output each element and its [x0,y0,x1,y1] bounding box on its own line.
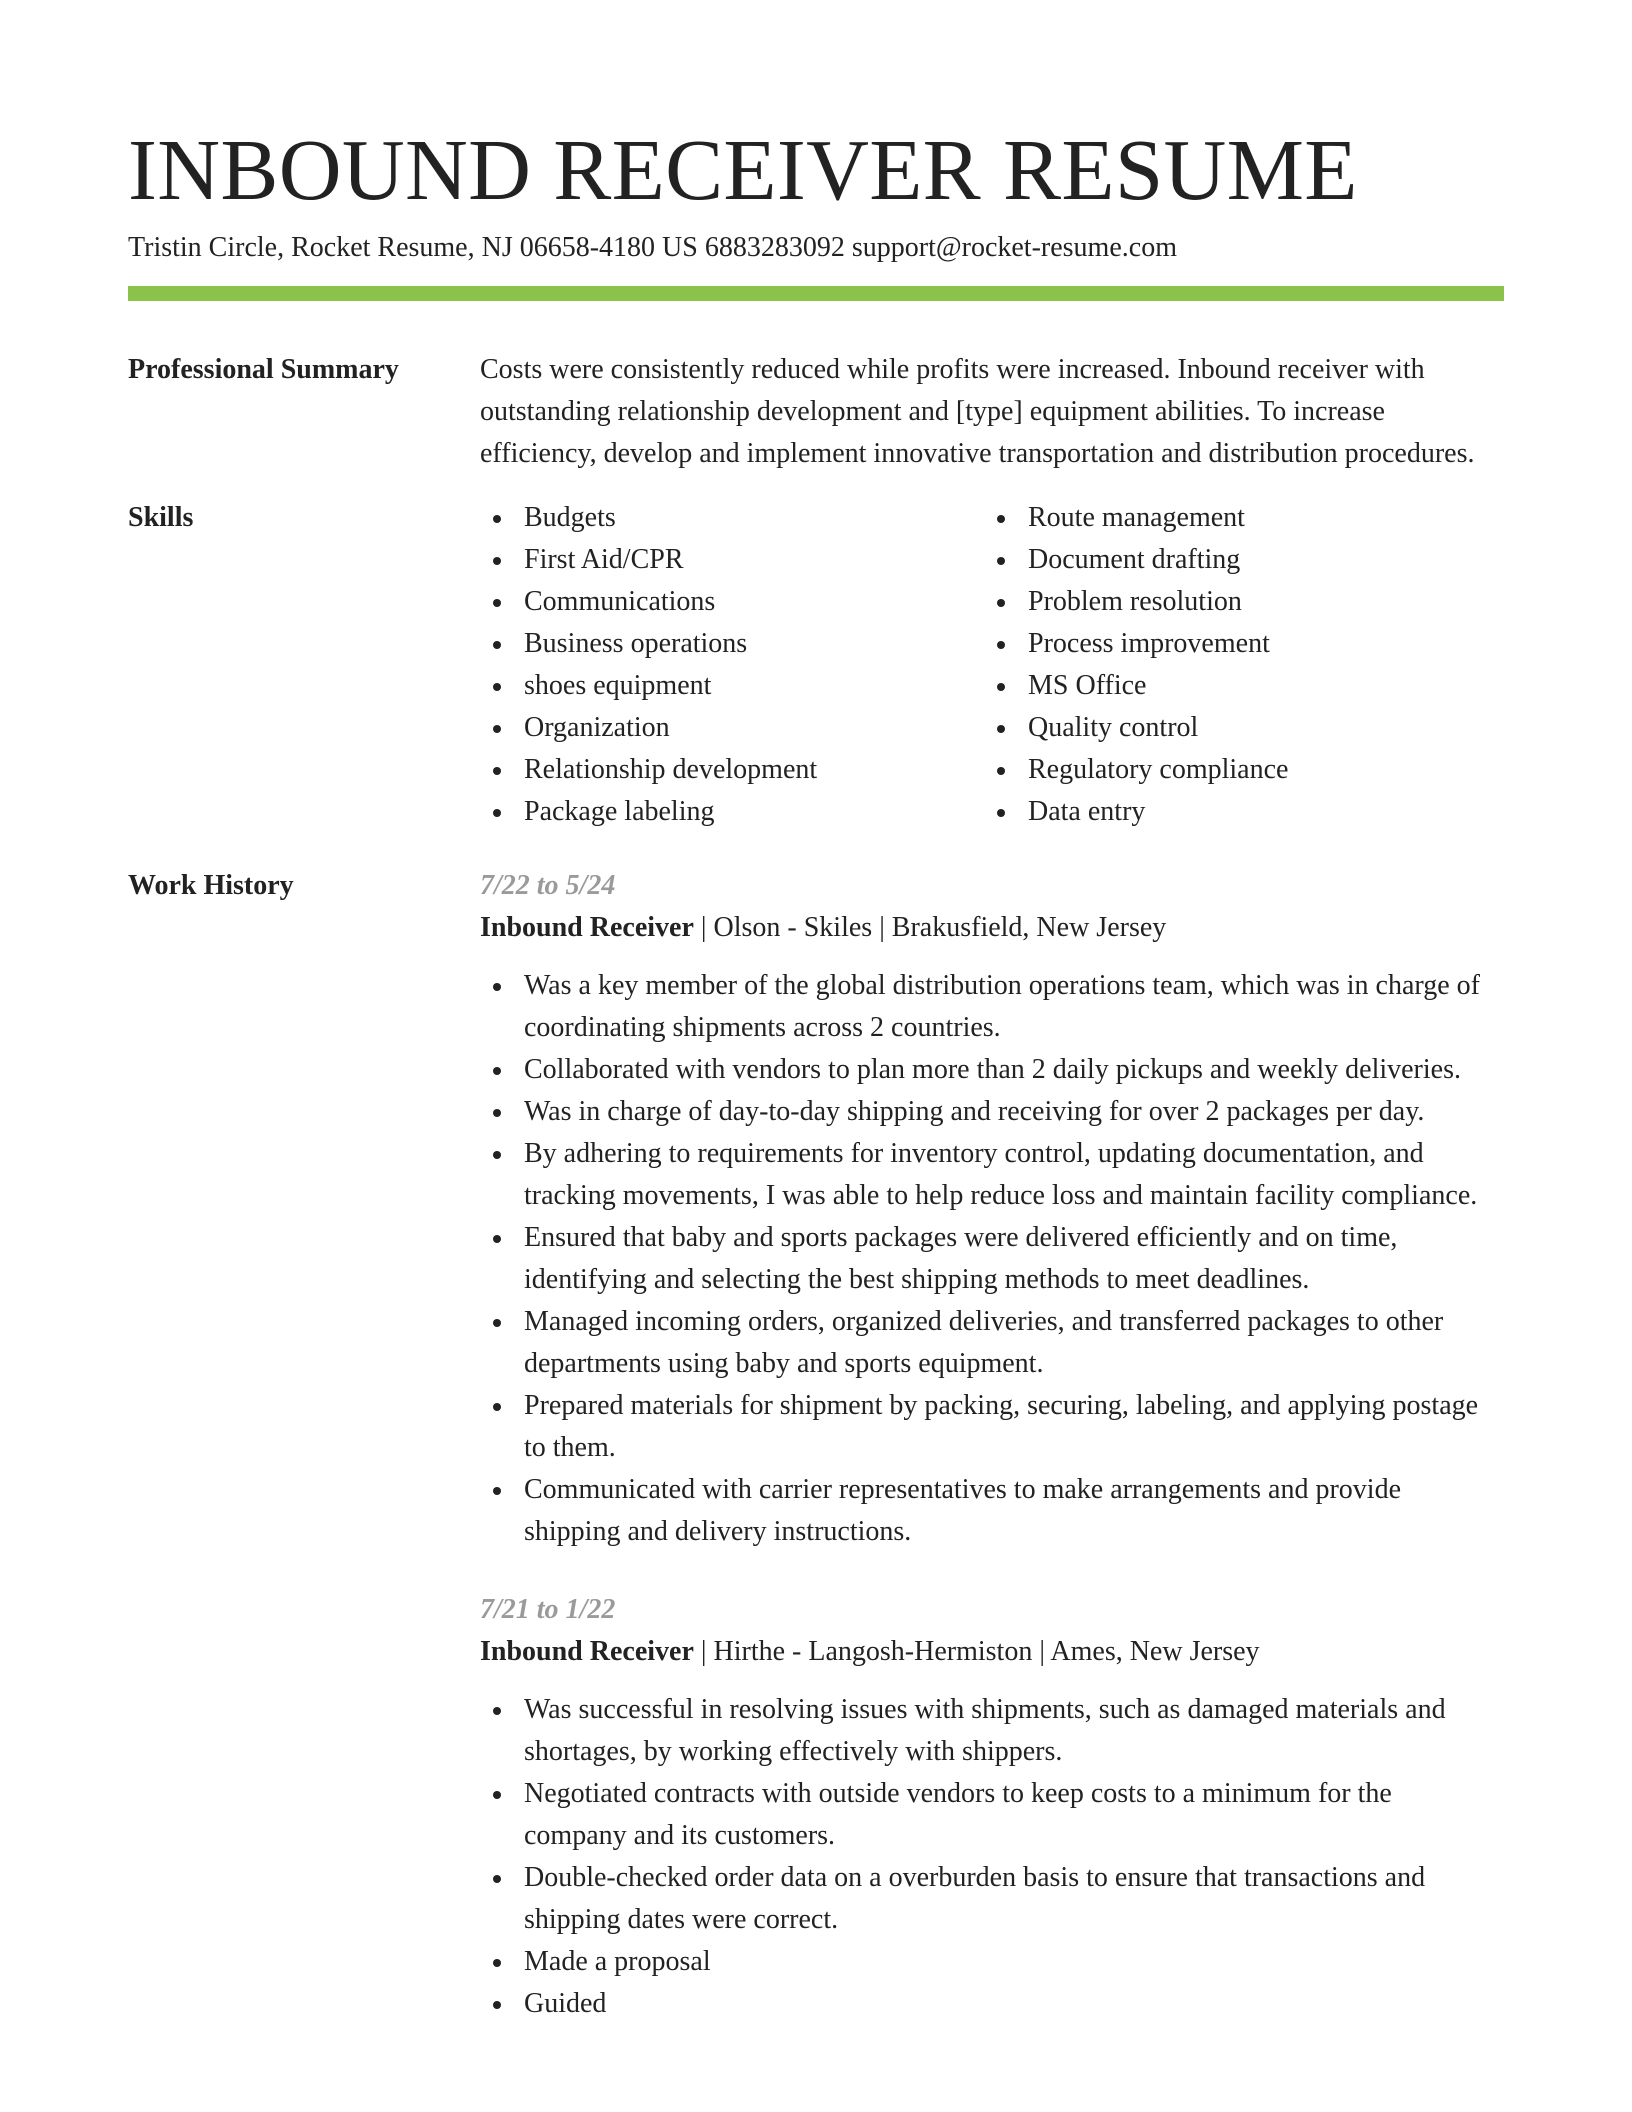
skill-item: Data entry [1028,791,1488,833]
work-history-label: Work History [128,870,294,901]
job-bullet: Guided [524,1983,1504,2025]
skill-item: Budgets [524,497,984,539]
accent-divider [128,286,1504,301]
resume-page [128,120,1504,2061]
job-title: Inbound Receiver [480,912,694,943]
skills-list-right [984,497,1488,833]
skill-item: Document drafting [1028,539,1488,581]
job-entry [480,865,1504,1553]
skills-list-left [480,497,984,833]
skill-item: Organization [524,707,984,749]
skill-item: Process improvement [1028,623,1488,665]
job-date: 7/21 to 1/22 [480,1594,616,1625]
skill-item: shoes equipment [524,665,984,707]
job-bullet: Prepared materials for shipment by packing, securing, labeling, and applying postage to them. [524,1385,1504,1469]
skill-item: Problem resolution [1028,581,1488,623]
job-bullet: Made a proposal [524,1941,1504,1983]
skill-item: MS Office [1028,665,1488,707]
job-bullets [480,1689,1504,2025]
job-bullet: By adhering to requirements for inventory control, updating documentation, and tracking movements, I was able to help reduce loss and maintain facility compliance. [524,1133,1504,1217]
job-details: | Olson - Skiles | Brakusfield, New Jersey [693,912,1167,943]
summary-label: Professional Summary [128,354,399,385]
job-heading [480,1631,1504,1673]
job-bullet: Was successful in resolving issues with shipments, such as damaged materials and shortages, by working effectively with shippers. [524,1689,1504,1773]
skill-item: Communications [524,581,984,623]
job-bullets [480,965,1504,1553]
job-bullet: Ensured that baby and sports packages were delivered efficiently and on time, identifying and selecting the best shipping methods to meet deadlines. [524,1217,1504,1301]
job-title: Inbound Receiver [480,1636,694,1667]
skill-item: Quality control [1028,707,1488,749]
skill-item: Relationship development [524,749,984,791]
skill-item: Regulatory compliance [1028,749,1488,791]
job-bullet: Negotiated contracts with outside vendors to keep costs to a minimum for the company and its customers. [524,1773,1504,1857]
job-details: | Hirthe - Langosh-Hermiston | Ames, New Jersey [693,1636,1260,1667]
summary-text: Costs were consistently reduced while profits were increased. Inbound receiver with outstanding relationship development and [type] equipment abilities. To increase efficiency, develop and implement innovative transportation and distribution procedures. [480,354,1475,469]
skills-label: Skills [128,502,194,533]
job-bullet: Managed incoming orders, organized deliveries, and transferred packages to other departments using baby and sports equipment. [524,1301,1504,1385]
skill-item: Business operations [524,623,984,665]
job-heading [480,907,1504,949]
skill-item: Route management [1028,497,1488,539]
resume-title: INBOUND RECEIVER RESUME [128,121,1358,218]
skills-section [128,497,1504,833]
work-history-section [128,865,1504,2061]
job-bullet: Collaborated with vendors to plan more than 2 daily pickups and weekly deliveries. [524,1049,1504,1091]
job-entry [480,1589,1504,2025]
job-bullet: Was in charge of day-to-day shipping and receiving for over 2 packages per day. [524,1091,1504,1133]
job-bullet: Double-checked order data on a overburden basis to ensure that transactions and shipping dates were correct. [524,1857,1504,1941]
skill-item: First Aid/CPR [524,539,984,581]
job-date: 7/22 to 5/24 [480,870,616,901]
contact-line: Tristin Circle, Rocket Resume, NJ 06658-4180 US 6883283092 support@rocket-resume.com [128,232,1177,263]
job-bullet: Communicated with carrier representatives to make arrangements and provide shipping and delivery instructions. [524,1469,1504,1553]
job-bullet: Was a key member of the global distribution operations team, which was in charge of coordinating shipments across 2 countries. [524,965,1504,1049]
skill-item: Package labeling [524,791,984,833]
summary-section [128,349,1504,475]
